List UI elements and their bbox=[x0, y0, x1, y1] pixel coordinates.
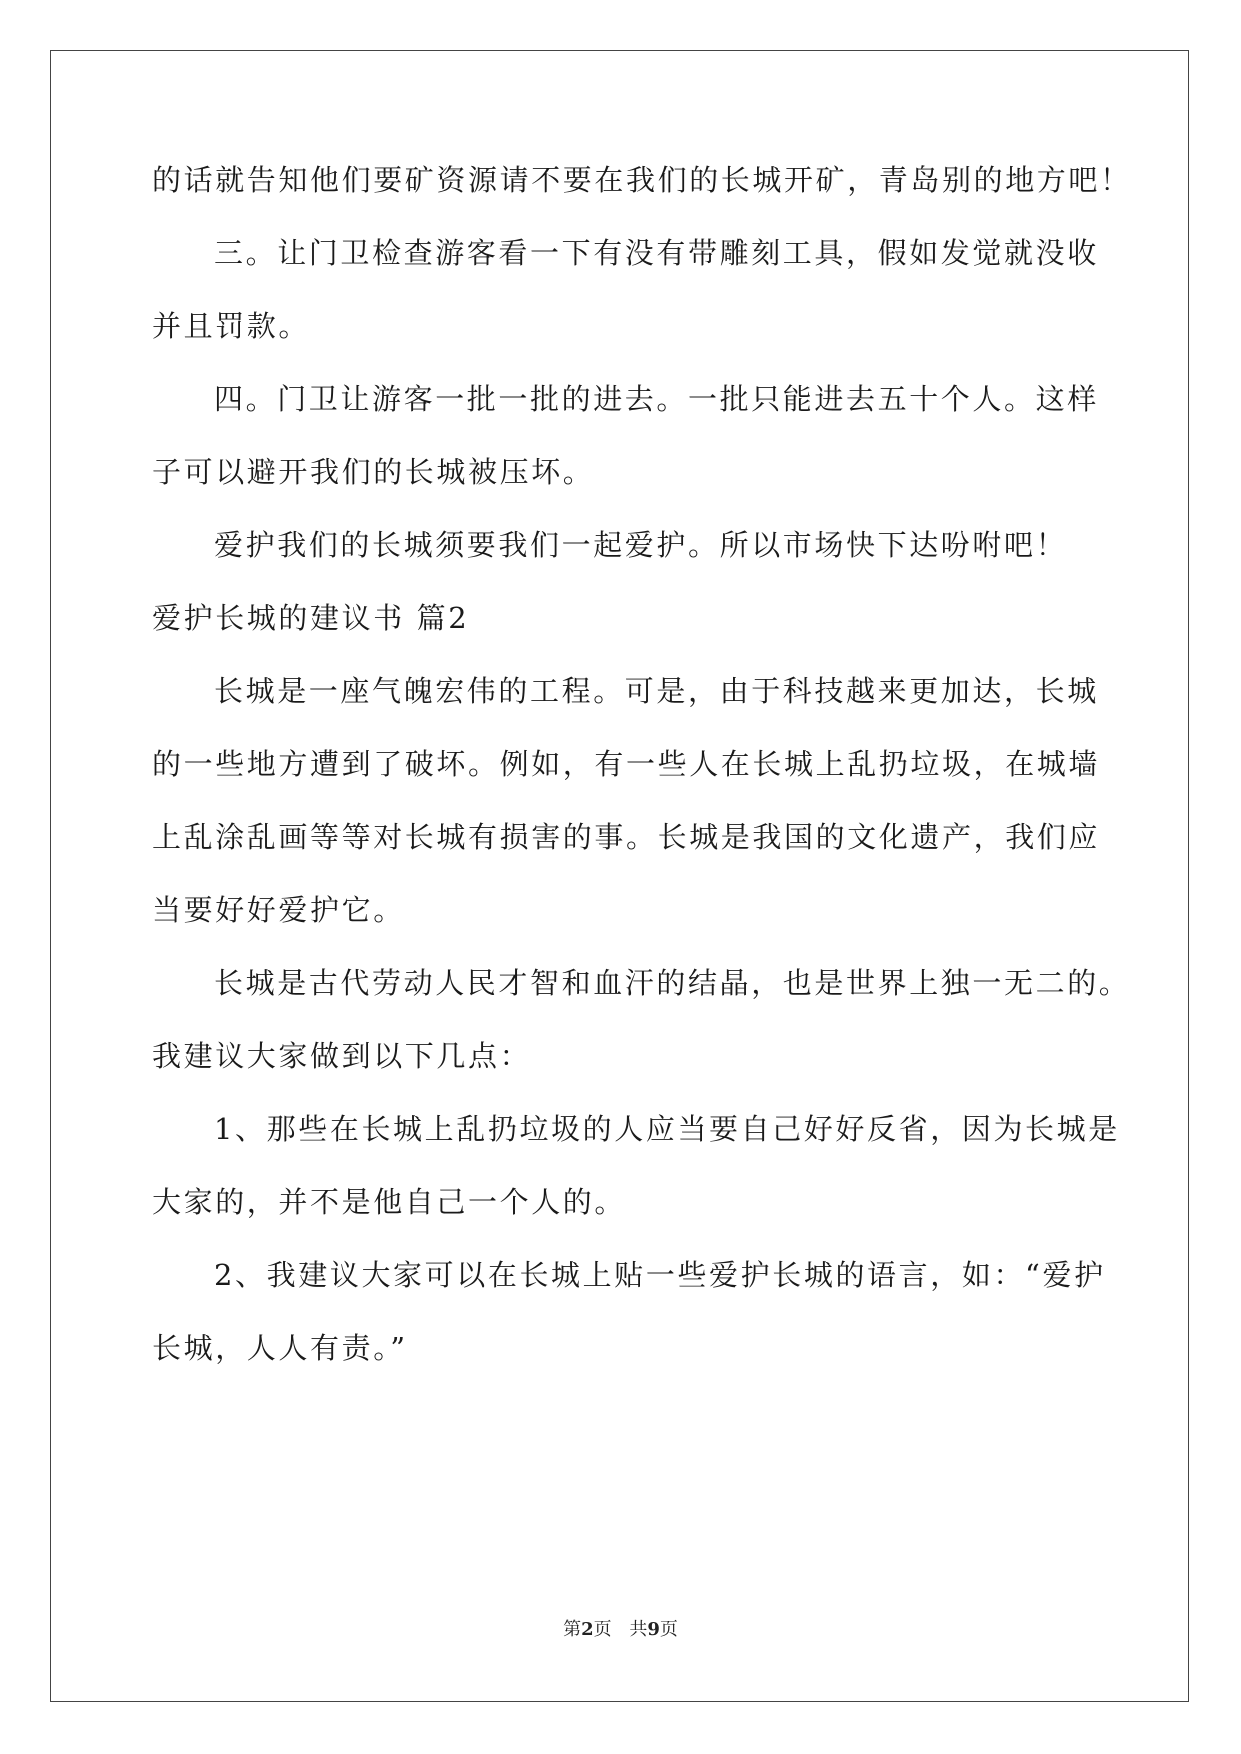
page-indicator bbox=[563, 1619, 612, 1640]
page-border bbox=[50, 50, 1189, 1702]
page-prefix: 第 bbox=[563, 1619, 582, 1640]
paragraph-line: 上乱涂乱画等等对长城有损害的事。长城是我国的文化遗产，我们应 bbox=[152, 820, 1101, 854]
total-number: 9 bbox=[647, 1619, 660, 1640]
paragraph-line: 当要好好爱护它。 bbox=[152, 893, 405, 927]
paragraph-line: 爱护我们的长城须要我们一起爱护。所以市场快下达吩咐吧！ bbox=[214, 528, 1068, 562]
paragraph-line: 子可以避开我们的长城被压坏。 bbox=[152, 455, 595, 489]
page-number: 2 bbox=[581, 1619, 594, 1640]
paragraph-line: 三。让门卫检查游客看一下有没有带雕刻工具，假如发觉就没收 bbox=[214, 236, 1099, 270]
paragraph-line: 的话就告知他们要矿资源请不要在我们的长城开矿，青岛别的地方吧！ bbox=[152, 163, 1132, 197]
paragraph-line: 大家的，并不是他自己一个人的。 bbox=[152, 1185, 627, 1219]
paragraph-line: 1、那些在长城上乱扔垃圾的人应当要自己好好反省，因为长城是 bbox=[214, 1112, 1120, 1146]
paragraph-line: 并且罚款。 bbox=[152, 309, 311, 343]
section-heading: 爱护长城的建议书 篇2 bbox=[152, 601, 470, 635]
paragraph-line: 长城是一座气魄宏伟的工程。可是，由于科技越来更加达，长城 bbox=[214, 674, 1099, 708]
paragraph-line: 四。门卫让游客一批一批的进去。一批只能进去五十个人。这样 bbox=[214, 382, 1099, 416]
paragraph-line: 我建议大家做到以下几点： bbox=[152, 1039, 532, 1073]
page-footer bbox=[0, 1615, 1241, 1641]
paragraph-line: 2、我建议大家可以在长城上贴一些爱护长城的语言，如：“爱护 bbox=[214, 1258, 1106, 1292]
total-prefix: 共 bbox=[629, 1619, 648, 1640]
paragraph-line: 的一些地方遭到了破坏。例如，有一些人在长城上乱扔垃圾，在城墙 bbox=[152, 747, 1101, 781]
total-suffix: 页 bbox=[659, 1619, 678, 1640]
page-suffix: 页 bbox=[593, 1619, 612, 1640]
paragraph-line: 长城，人人有责。” bbox=[152, 1331, 408, 1365]
total-indicator bbox=[629, 1619, 678, 1640]
paragraph-line: 长城是古代劳动人民才智和血汗的结晶，也是世界上独一无二的。 bbox=[214, 966, 1131, 1000]
